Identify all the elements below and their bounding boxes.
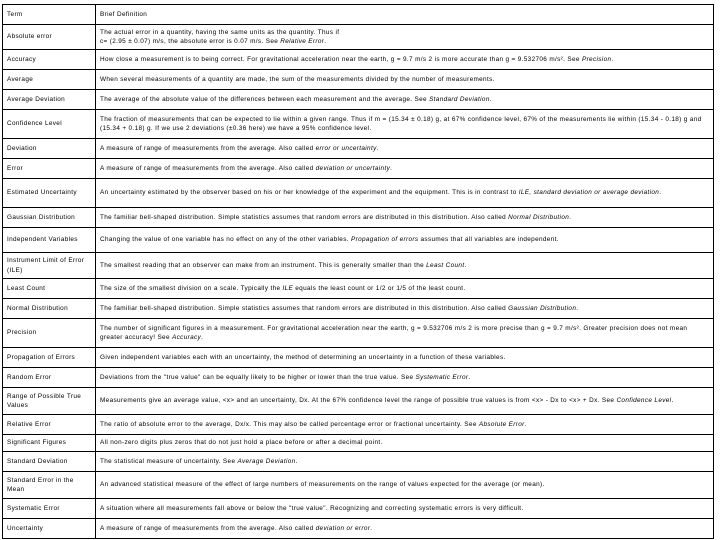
definition-cell bbox=[96, 50, 714, 70]
table-row bbox=[3, 299, 714, 319]
term-cell: Precision bbox=[3, 319, 96, 348]
definition-text: Measurements give an average value, <x> and an uncertainty, Dx. At the 67% confidence level the range of possible true values is from <x> - Dx to <x> + Dx. See bbox=[100, 397, 617, 405]
definition-text: An uncertainty estimated by the observer based on his or her knowledge of the experiment and the equipment. This is in contrast to bbox=[100, 189, 519, 197]
definition-cell bbox=[96, 388, 714, 415]
term-cell: Random Error bbox=[3, 368, 96, 388]
table-row bbox=[3, 415, 714, 435]
definition-text: The size of the smallest division on a scale. Typically the bbox=[100, 284, 283, 292]
table-row bbox=[3, 388, 714, 415]
definition-tail: . bbox=[569, 213, 572, 221]
definition-text: Given independent variables each with an uncertainty, the method of determining an uncertainty in a function of these variables. bbox=[100, 353, 506, 361]
definition-emphasis: Precision bbox=[581, 55, 612, 63]
table-row bbox=[3, 279, 714, 299]
definition-tail: . bbox=[295, 457, 298, 465]
header-row bbox=[3, 5, 714, 25]
definition-cell bbox=[96, 368, 714, 388]
definition-text: The fraction of measurements that can be expected to lie within a given range. Thus if m = (15.34 ± 0.18) g, at 67% confidence level, 67% of the measurements lie within (15.34 - 0.18) g and (15.34 + 0.18) g. If we use 2 deviations (±0.36 here) we have a 95% confidence level. bbox=[100, 115, 702, 132]
definition-cell bbox=[96, 25, 714, 50]
definition-emphasis: Propagation of errors bbox=[351, 236, 419, 244]
definition-emphasis: Normal Distribution bbox=[508, 213, 570, 221]
definition-tail: . bbox=[376, 144, 379, 152]
term-cell: Deviation bbox=[3, 139, 96, 159]
definition-text: A measure of range of measurements from the average. Also called bbox=[100, 524, 316, 532]
definition-text: The actual error in a quantity, having the same units as the quantity. Thus if c= (2.95 ± 0.07) m/s, the absolute error is 0.07 m/s. See bbox=[100, 28, 340, 45]
table-row bbox=[3, 179, 714, 208]
definition-text: A situation where all measurements fall above or below the "true value". Recognizing and correcting systematic errors is very difficult. bbox=[100, 504, 524, 512]
definition-text: A measure of range of measurements from the average. Also called bbox=[100, 164, 316, 172]
term-cell: Propagation of Errors bbox=[3, 348, 96, 368]
definition-cell bbox=[96, 253, 714, 279]
table-row bbox=[3, 319, 714, 348]
definition-emphasis: Average Deviation bbox=[237, 457, 296, 465]
definition-text: Deviations from the "true value" can be equally likely to be higher or lower than the true value. See bbox=[100, 373, 416, 381]
term-cell: Confidence Level bbox=[3, 110, 96, 139]
definition-text: An advanced statistical measure of the effect of large numbers of measurements on the range of values expected for the average (or mean). bbox=[100, 481, 545, 489]
definition-emphasis: Standard Deviation bbox=[429, 95, 490, 103]
definition-emphasis: deviation or error bbox=[315, 524, 371, 532]
definition-cell bbox=[96, 348, 714, 368]
definition-cell bbox=[96, 472, 714, 499]
definition-text: All non-zero digits plus zeros that do not just hold a place before or after a decimal point. bbox=[100, 439, 383, 447]
definition-text: The statistical measure of uncertainty. See bbox=[100, 457, 238, 465]
table-row bbox=[3, 70, 714, 90]
definition-tail: . bbox=[201, 334, 204, 341]
definition-emphasis: ILE bbox=[282, 284, 294, 292]
definition-tail: . bbox=[659, 189, 662, 197]
definition-cell bbox=[96, 499, 714, 519]
term-cell: Systematic Error bbox=[3, 499, 96, 519]
table-row bbox=[3, 435, 714, 452]
table-row bbox=[3, 519, 714, 539]
term-cell: Accuracy bbox=[3, 50, 96, 70]
table-row bbox=[3, 50, 714, 70]
definition-text: The familiar bell-shaped distribution. Simple statistics assumes that random errors are distributed in this distribution. Also called bbox=[100, 213, 509, 221]
term-cell: Instrument Limit of Error (ILE) bbox=[3, 253, 96, 279]
table-row bbox=[3, 208, 714, 228]
definition-text: The number of significant figures in a measurement. For gravitational acceleration near the earth, g = 9.532706 m/s 2 is more precise than g = 9.7 m/s². Greater precision does not mean greater accuracy! See bbox=[100, 324, 688, 341]
definition-emphasis: error or uncertainty bbox=[315, 144, 377, 152]
term-cell: Uncertainty bbox=[3, 519, 96, 539]
term-cell: Significant Figures bbox=[3, 435, 96, 452]
term-cell: Average bbox=[3, 70, 96, 90]
table-row bbox=[3, 452, 714, 472]
definition-cell bbox=[96, 519, 714, 539]
term-cell: Gaussian Distribution bbox=[3, 208, 96, 228]
term-cell: Independent Variables bbox=[3, 228, 96, 253]
term-cell: Standard Error in the Mean bbox=[3, 472, 96, 499]
definition-tail: equals the least count or 1/2 or 1/5 of the least count. bbox=[293, 284, 466, 292]
definition-emphasis: Confidence Level bbox=[616, 397, 672, 405]
definition-tail: . bbox=[464, 261, 467, 269]
definition-text: When several measurements of a quantity are made, the sum of the measurements divided by the number of measurements. bbox=[100, 75, 495, 83]
definition-cell bbox=[96, 452, 714, 472]
definition-emphasis: ILE, standard deviation or average deviation bbox=[518, 189, 660, 197]
definition-emphasis: Least Count bbox=[426, 261, 465, 269]
definition-cell bbox=[96, 110, 714, 139]
definition-text: The familiar bell-shaped distribution. Simple statistics assumes that random errors are distributed in this distribution. Also called bbox=[100, 304, 509, 312]
table-row bbox=[3, 348, 714, 368]
definition-text: The smallest reading that an observer can make from an instrument. This is generally smaller than the bbox=[100, 261, 427, 269]
term-cell: Least Count bbox=[3, 279, 96, 299]
definition-emphasis: deviation or uncertainty bbox=[315, 164, 391, 172]
table-row bbox=[3, 25, 714, 50]
definition-cell bbox=[96, 208, 714, 228]
definition-tail: . bbox=[489, 95, 492, 103]
term-cell: Relative Error bbox=[3, 415, 96, 435]
definition-tail: . bbox=[390, 164, 393, 172]
definition-tail: . bbox=[611, 55, 614, 63]
definition-cell bbox=[96, 70, 714, 90]
definition-emphasis: Relative Error bbox=[280, 38, 325, 45]
term-cell: Normal Distribution bbox=[3, 299, 96, 319]
definition-tail: assumes that all variables are independent. bbox=[418, 236, 559, 244]
definition-tail: . bbox=[576, 304, 579, 312]
definition-cell bbox=[96, 415, 714, 435]
definition-text: The average of the absolute value of the differences between each measurement and the average. See bbox=[100, 95, 430, 103]
term-cell: Range of Possible True Values bbox=[3, 388, 96, 415]
definition-cell bbox=[96, 179, 714, 208]
header-definition: Brief Definition bbox=[96, 5, 714, 25]
definition-cell bbox=[96, 139, 714, 159]
table-row bbox=[3, 110, 714, 139]
term-cell: Estimated Uncertainty bbox=[3, 179, 96, 208]
table-row bbox=[3, 368, 714, 388]
definition-emphasis: Systematic Error bbox=[415, 373, 469, 381]
definition-emphasis: Absolute Error bbox=[478, 420, 525, 428]
definition-cell bbox=[96, 299, 714, 319]
definition-tail: . bbox=[671, 397, 674, 405]
definition-text: The ratio of absolute error to the average, Dx/x. This may also be called percentage error or fractional uncertainty. See bbox=[100, 420, 479, 428]
definition-tail: . bbox=[524, 420, 527, 428]
term-cell: Absolute error bbox=[3, 25, 96, 50]
header-term: Term bbox=[3, 5, 96, 25]
definition-tail: . bbox=[468, 373, 471, 381]
term-cell: Error bbox=[3, 159, 96, 179]
definition-text: How close a measurement is to being correct. For gravitational acceleration near the earth, g = 9.7 m/s 2 is more accurate than g = 9.532706 m/s². See bbox=[100, 55, 582, 63]
table-row bbox=[3, 159, 714, 179]
definition-text: Changing the value of one variable has no effect on any of the other variables. bbox=[100, 236, 351, 244]
definition-cell bbox=[96, 228, 714, 253]
definition-cell bbox=[96, 90, 714, 110]
definition-cell bbox=[96, 435, 714, 452]
term-cell: Standard Deviation bbox=[3, 452, 96, 472]
definition-cell bbox=[96, 159, 714, 179]
table-row bbox=[3, 499, 714, 519]
glossary-body bbox=[3, 5, 714, 539]
definition-cell bbox=[96, 319, 714, 348]
table-row bbox=[3, 228, 714, 253]
table-row bbox=[3, 472, 714, 499]
term-cell: Average Deviation bbox=[3, 90, 96, 110]
table-row bbox=[3, 90, 714, 110]
glossary-table bbox=[2, 4, 714, 539]
definition-tail: . bbox=[370, 524, 373, 532]
table-row bbox=[3, 139, 714, 159]
definition-emphasis: Accuracy bbox=[172, 334, 202, 341]
definition-cell bbox=[96, 279, 714, 299]
table-row bbox=[3, 253, 714, 279]
definition-tail: . bbox=[324, 38, 327, 45]
definition-emphasis: Gaussian Distribution bbox=[508, 304, 577, 312]
definition-text: A measure of range of measurements from the average. Also called bbox=[100, 144, 316, 152]
